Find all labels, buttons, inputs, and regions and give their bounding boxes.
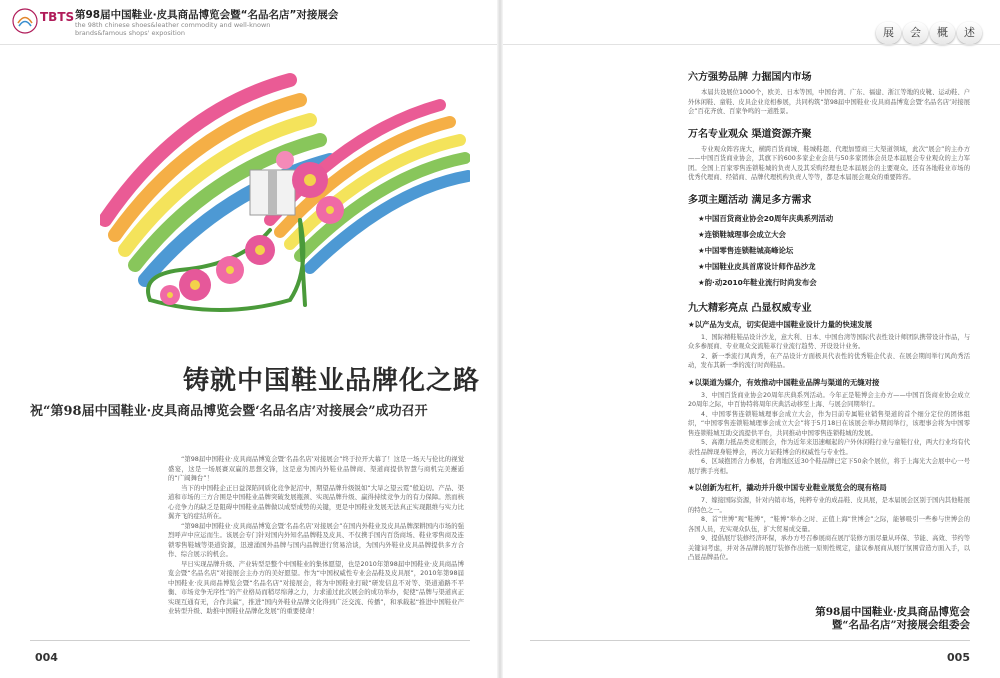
section-heading: 多项主题活动 满足多方需求 [688, 194, 812, 206]
highlight-group-title: ★以渠道为媒介，有效推动中国鞋业品牌与渠道的无缝对接 [688, 377, 880, 387]
organizer-line: 暨“名品名店”对接展会组委会 [831, 619, 970, 631]
activity-item: ★中国百货商业协会20周年庆典系列活动 [698, 213, 834, 223]
section-char: 述 [957, 22, 982, 44]
activity-list [698, 211, 970, 291]
article-paragraph: “第98届中国鞋业·皮具商品博览会暨‘名品名店’对接展会”在国内外鞋业及皮具品牌深耕国内市场的强烈呼声中应运而生。该展会专门针对国内外知名品牌鞋及皮具、不仅携手国内百货商场、鞋业零售商及连锁零售鞋城等渠道资源，迅速涌国外品牌与国内品牌进行贸易洽谈，为国内外鞋业皮具品牌提供多方合作、综合展示的机会。 [168, 521, 464, 558]
highlight-point: 9、提倡展厅装修经济环保，承办方号召参展商在展厅装修方面尽量从环保、节能、高效、节约等关键词考虑，并对各品牌的展厅装修作出统一原则性规定，建议参展商从展厅氛围营造方面入手，以凸显品牌品位。 [688, 535, 970, 561]
highlight-point: 1、国际精鞋鞋品设计沙龙，意大利、日本、中国台湾等国际代表性设计师团队携带设计作品，与众多参展商、专业观众交流鞋革行业流行趋势、开设设计业务。 [688, 333, 970, 350]
highlight-points [688, 391, 970, 477]
page-number-left: 004 [35, 651, 58, 664]
section-char: 展 [876, 22, 901, 44]
section-body: 专业观众阵容庞大，横跨百货商城、鞋城鞋超、代理加盟商三大渠道领域，此次“展会”的主办方——中国百货商业协会，其旗下的600多家企业会员与50多家团体会员是本届展会专业观众的主力军团。全国上百家零售连锁鞋城的负责人及其采购经理也是本届展会的主要观众。还有各地鞋业市场的优秀代理商、经销商、品牌代理机构负责人等等，都是本届展会观众的重要阵容。 [688, 145, 970, 181]
section-heading: 万名专业观众 渠道资源齐聚 [688, 128, 812, 140]
highlight-point: 8、首“世博”观“鞋博”，“鞋博”举办之时、正值上海“世博会”之际，能够吸引一些参与世博会的各国人员，充实观众队伍，扩大贸易成交量。 [688, 516, 970, 533]
exhibition-title-en: the 98th chinese shoes&leather commodity and well-known brands&famous shops' exposition [75, 21, 271, 37]
section-char: 概 [930, 22, 955, 44]
rainbow-shoe-illustration [100, 70, 470, 340]
highlight-point: 6、区域抱团合力参展，台湾地区近30个鞋品牌已定下50余个展位，将于上海光大会展中心一号展厅携手亮相。 [688, 458, 970, 475]
activity-item: ★中国鞋业皮具首席设计师作品沙龙 [698, 261, 816, 271]
footer-rule-left [30, 640, 470, 641]
article-paragraph: “第98届中国鞋业·皮具商品博览会暨‘名品名店’对接展会”终于拉开大幕了！这是一场天与伦比的视觉盛宴，这是一场展賽双赢的思想交锋，这是意为国内外鞋业品牌商、渠道商提供智慧与商机完美邂逅的“广阔舞台”！ [168, 455, 464, 482]
exhibition-title: 第98届中国鞋业·皮具商品博览会暨“名品名店”对接展会 [75, 9, 339, 21]
brand-name: TBTS [40, 10, 75, 24]
organizer-line: 第98届中国鞋业·皮具商品博览会 [815, 606, 970, 618]
feature-article [168, 455, 464, 617]
article-paragraph: 早日实现品牌升级、产业转型是整个中国鞋业的集体愿望，也是2010年第98届中国鞋业·皮具商品博览会暨“名品名店”对接展会主办方的美好愿望。作为“中国权威性专业会品鞋及皮具展”，2010年第98届中国鞋业·皮具商品博览会暨“名品名店”对接展会，将为中国鞋业打破“研发信息不对等、渠道通路不平衡、市场竞争无序性”的产业格局而稍尽绵薄之力，力求通过此次展会的成功举办，促使“品牌与渠道真正实现互通有无，合作共赢”，推进“国内外鞋业品牌文化得到广泛交流、传播”，和承载起“推进中国鞋业产业转型升级、助推中国鞋业品牌化发展”的重要使命！ [168, 559, 464, 615]
activity-item: ★连锁鞋城理事会成立大会 [698, 229, 786, 239]
section-body: 本届共设展位1000个，欧美、日本等国，中国台湾、广东、福建、浙江等地的皮靴、运动鞋、户外休闲鞋、童鞋、皮具企业竞相参展，共同构筑“第98届中国鞋业·皮具商品博览会暨‘名品名店’对接展会”百花齐放、百家争鸣的一道胜景。 [688, 89, 970, 115]
overview-column [688, 68, 970, 569]
section-char: 会 [903, 22, 928, 44]
feature-subtitle: 祝“第98届中国鞋业·皮具商品博览会暨‘名品名店’对接展会”成功召开 [30, 404, 428, 419]
highlight-group-title: ★以产品为支点，切实促进中国鞋业设计力量的快速发展 [688, 319, 873, 329]
activity-item: ★中国零售连锁鞋城高峰论坛 [698, 245, 794, 255]
highlight-group-title: ★以创新为杠杆，撬动并升级中国专业鞋业展览会的现有格局 [688, 483, 887, 492]
section-heading: 九大精彩亮点 凸显权威专业 [688, 302, 812, 314]
footer-rule-right [530, 640, 970, 641]
page-number-right: 005 [947, 651, 970, 664]
highlight-point: 3、中国百货商业协会20周年庆典系列活动。今年正是鞋博会主办方——中国百货商业协会成立20周年之际，中百协特将周年庆典活动移至上海、与展会同期举行。 [688, 391, 970, 408]
activity-item: ★韵·动2010年鞋业流行时尚发布会 [698, 277, 817, 287]
highlight-point: 4、中国零售连锁鞋城理事会成立大会，作为目前专属鞋业销售渠道的首个细分定位的团体组织，“中国零售连锁鞋城理事会成立大会”将于5月18日在该展会举办期间举行，该理事会将为中国零售连锁鞋城互助交流提供平台，共同推动中国零售连锁鞋城的发展。 [688, 410, 970, 437]
highlight-point: 7、嫁接国际资源，针对内销市场，纯粹专业的成品鞋、皮具展，是本届展会区别于国内其他鞋展的特色之一。 [688, 497, 970, 514]
highlight-point: 5、高潮力抵品类竞相展会，作为近年来迅速崛起的户外休闲鞋行业与童鞋行业，两大行业均有代表性品牌现身鞋博会，再次力证鞋博会的权威性与专业性。 [688, 439, 970, 456]
highlight-points [688, 496, 970, 563]
article-paragraph: 当下的中国鞋企正日益深陷同质化竞争泥沼中，期望品牌升级锐如“大旱之望云霓”般迫切。产品、渠道和市场的三方合围是中国鞋业品牌突破发展瓶颈、实现品牌升级、赢得持续竞争力的有力保障。然而核心竞争力的缺乏是阻碍中国鞋业品牌做以成型成势的关键，更是中国鞋业发展无法真正实现跟维与实力比翼齐飞的症结所在。 [168, 483, 464, 520]
organizer-signature [815, 606, 970, 632]
feature-title: 铸就中国鞋业品牌化之路 [182, 366, 480, 396]
highlight-point: 2、新一季流行风尚秀，在产品设计方面极具代表性的优秀鞋企代表、在展会期间举行风尚秀活动，发布其新一季的流行时尚鞋品。 [688, 352, 970, 369]
section-label [876, 22, 982, 44]
section-heading: 六方强势品牌 力掘国内市场 [688, 72, 812, 83]
highlight-points [688, 333, 970, 371]
